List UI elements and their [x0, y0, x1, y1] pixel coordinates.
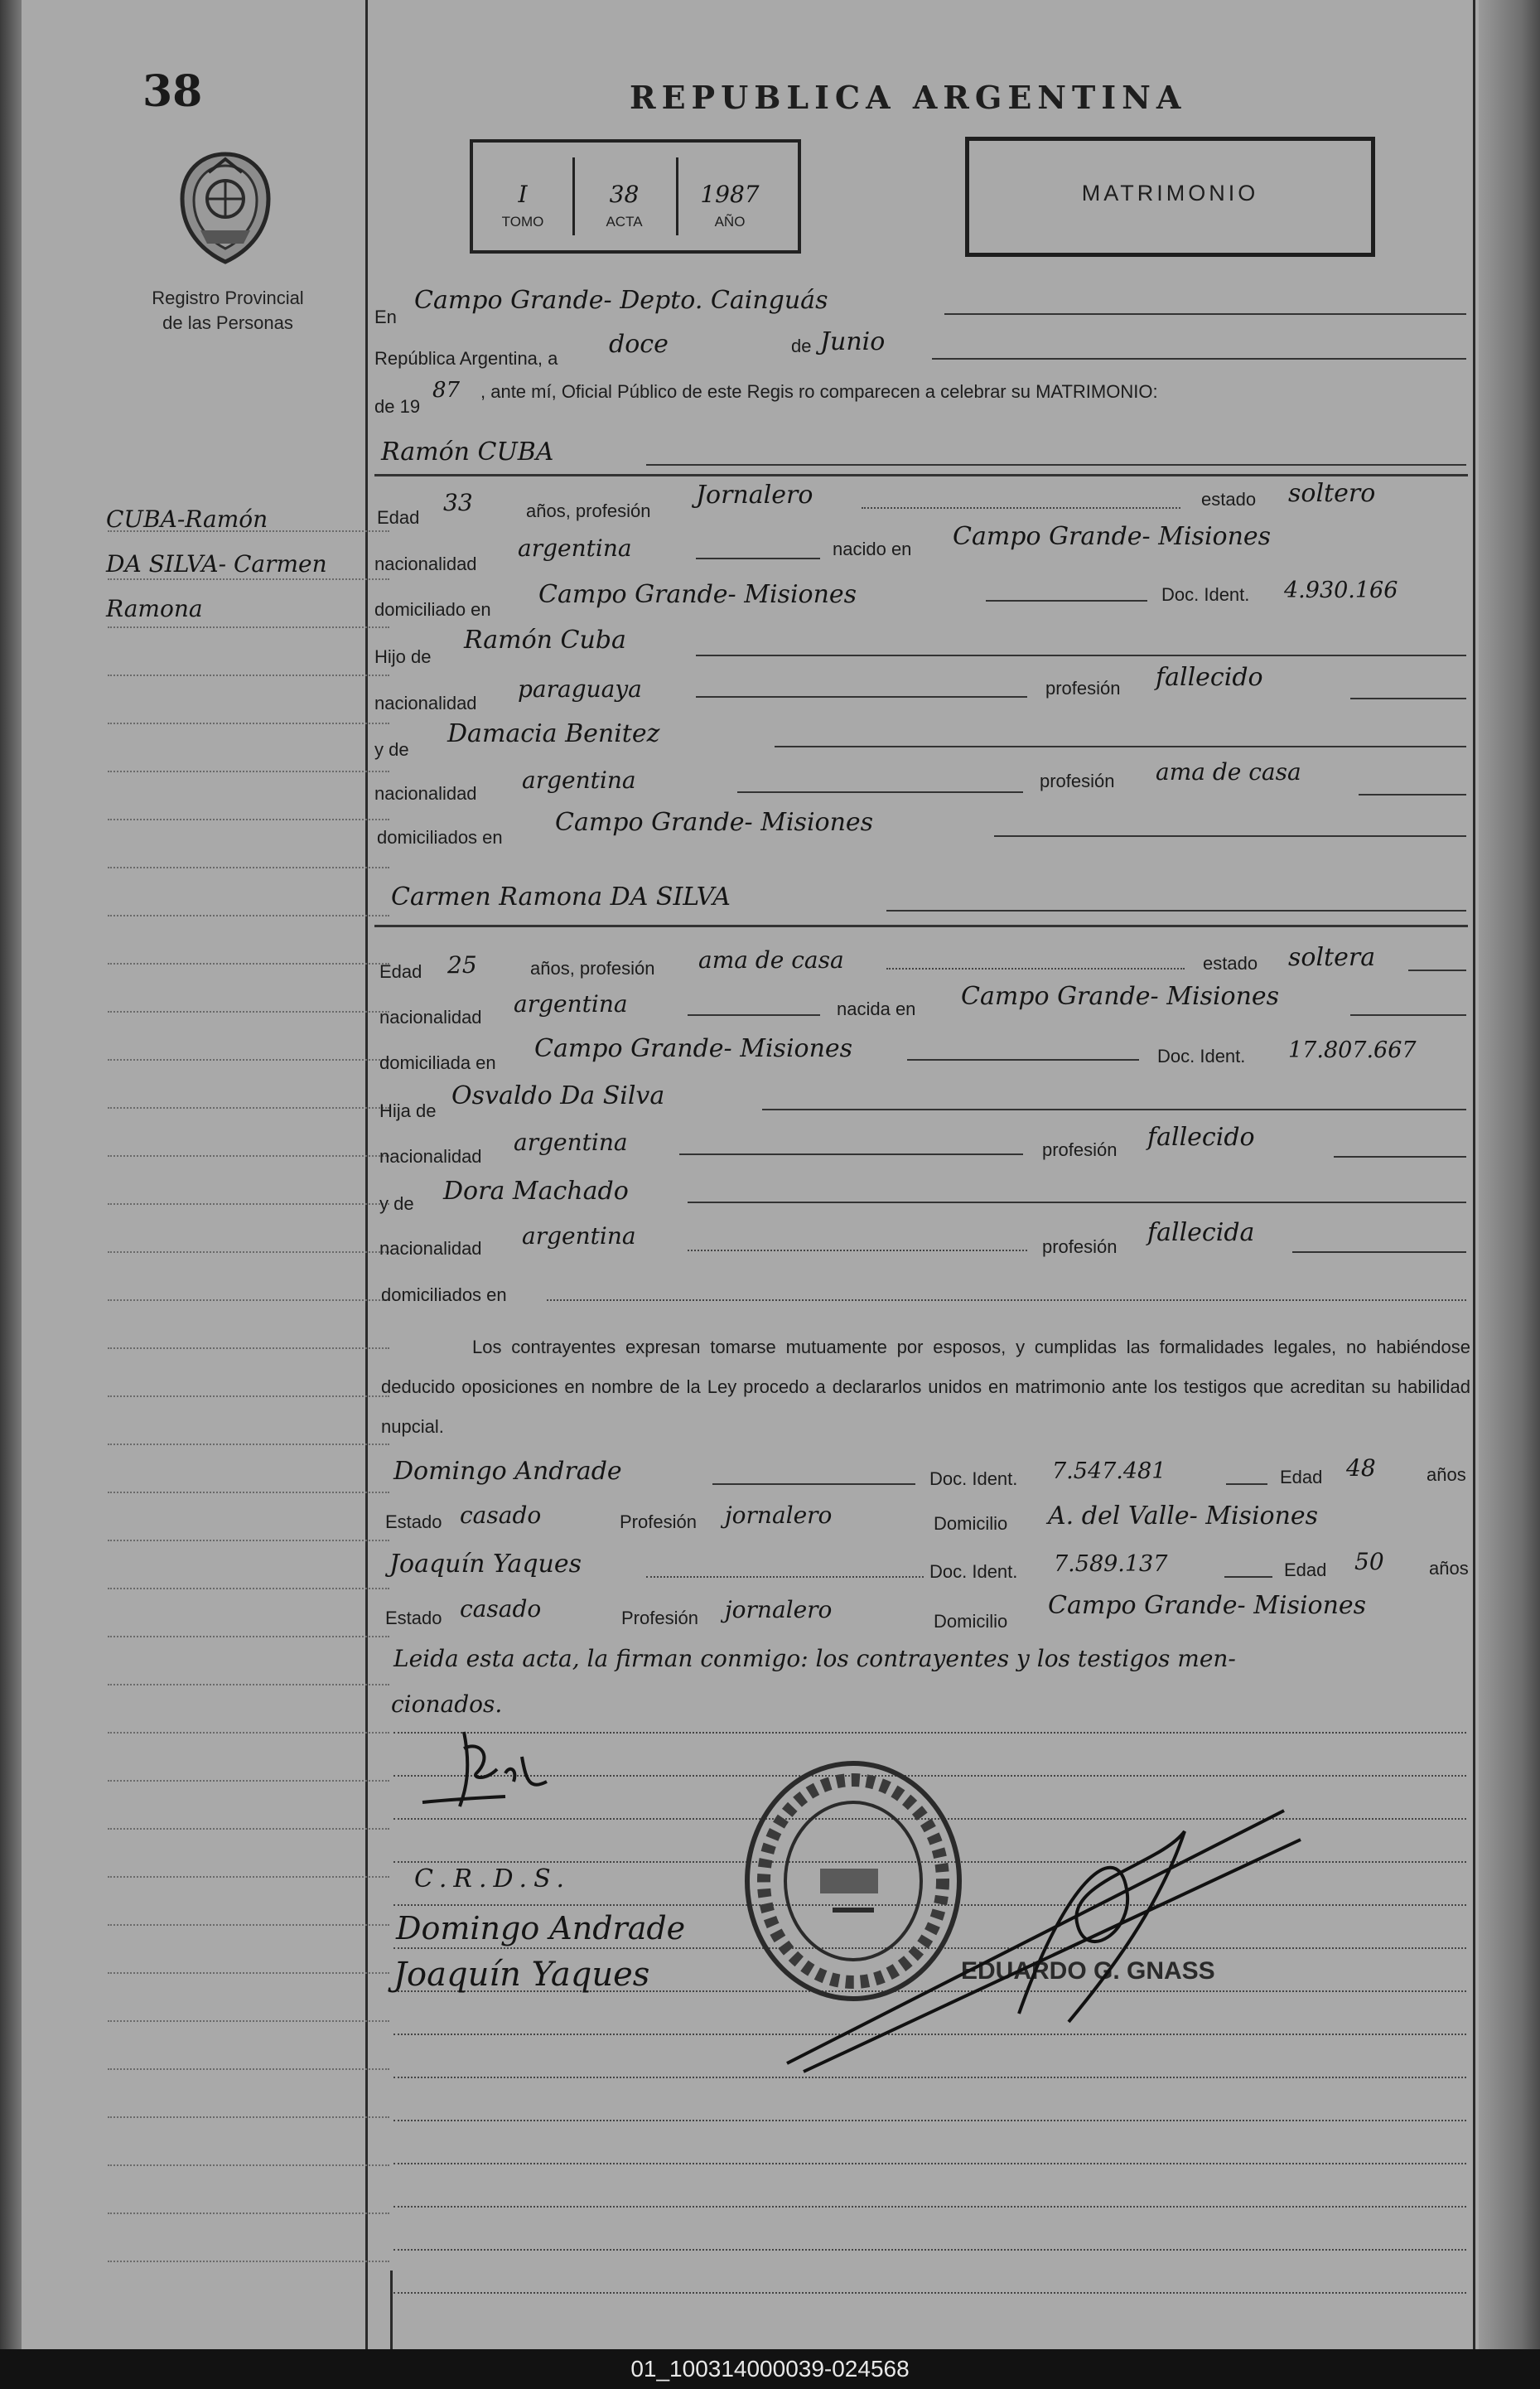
- fill-line: [775, 746, 1466, 747]
- section-box: [965, 137, 1375, 257]
- left-column-border-bottom: [390, 2271, 393, 2349]
- signature-ruled-line: [393, 2120, 1466, 2121]
- margin-ruled-line: [108, 1732, 389, 1734]
- groom-father-nationality: paraguaya: [518, 675, 642, 703]
- margin-ruled-line: [108, 578, 389, 580]
- margin-ruled-line: [108, 530, 389, 532]
- fill-line: [1350, 698, 1466, 699]
- groom-mother-nationality: argentina: [522, 767, 636, 794]
- intro-place: Campo Grande- Depto. Cainguás: [414, 286, 828, 315]
- registry-line2: de las Personas: [162, 312, 293, 333]
- margin-ruled-line: [108, 1492, 389, 1493]
- witness2-edad-label: Edad: [1284, 1560, 1327, 1580]
- fill-line: [688, 1014, 820, 1016]
- groom-nac-label: nacionalidad: [374, 554, 477, 574]
- groom-hijo-label: Hijo de: [374, 646, 432, 667]
- anio-value: 1987: [700, 181, 760, 208]
- bride-mother-prof-label: profesión: [1042, 1236, 1118, 1257]
- fill-line: [737, 791, 1023, 793]
- margin-ruled-line: [108, 1828, 389, 1830]
- fill-line: [1226, 1483, 1267, 1485]
- bride-age: 25: [447, 951, 477, 979]
- fill-line: [986, 600, 1147, 602]
- official-stamp-text: EDUARDO G. GNASS: [961, 1957, 1215, 1985]
- groom-age: 33: [443, 489, 473, 516]
- groom-name: Ramón CUBA: [381, 438, 554, 467]
- bride-father-nac-label: nacionalidad: [379, 1146, 482, 1167]
- witness1-doc-label: Doc. Ident.: [929, 1468, 1018, 1489]
- fill-line: [679, 1153, 1023, 1155]
- witness1-domicile: A. del Valle- Misiones: [1048, 1502, 1319, 1531]
- right-column-border: [1473, 0, 1475, 2349]
- fill-line: [696, 558, 820, 559]
- margin-ruled-line: [108, 771, 389, 772]
- bride-doc: 17.807.667: [1288, 1037, 1417, 1063]
- groom-mother-profession: ama de casa: [1156, 758, 1301, 786]
- witness1-name: Domingo Andrade: [393, 1457, 622, 1486]
- margin-ruled-line: [108, 819, 389, 820]
- signature-ruled-line: [393, 2249, 1466, 2251]
- margin-ruled-line: [108, 1155, 389, 1157]
- margin-ruled-line: [108, 626, 389, 628]
- margin-ruled-line: [108, 2020, 389, 2022]
- groom-mother-nac-label: nacionalidad: [374, 783, 477, 804]
- margin-ruled-line: [108, 1395, 389, 1397]
- fill-line: [762, 1109, 1466, 1110]
- groom-father-prof-label: profesión: [1045, 678, 1121, 699]
- witness1-anios-label: años: [1427, 1464, 1466, 1485]
- margin-ruled-line: [108, 2212, 389, 2214]
- fill-line: [944, 313, 1466, 315]
- margin-ruled-line: [108, 1540, 389, 1541]
- bride-edad-label: Edad: [379, 961, 422, 982]
- acta-label: ACTA: [606, 214, 643, 230]
- groom-yde-label: y de: [374, 739, 409, 760]
- bride-parents-dom-label: domiciliados en: [381, 1284, 507, 1305]
- groom-edad-label: Edad: [377, 507, 420, 528]
- anio-label: AÑO: [714, 214, 746, 230]
- margin-ruled-line: [108, 867, 389, 868]
- closing-line1: Leida esta acta, la firman conmigo: los contrayentes y los testigos men-: [393, 1645, 1236, 1672]
- witness2-anios-label: años: [1429, 1558, 1469, 1579]
- fill-line: [994, 835, 1466, 837]
- margin-ruled-line: [108, 2068, 389, 2070]
- witness1-age: 48: [1346, 1454, 1376, 1482]
- bride-separator: [374, 925, 1468, 927]
- tomo-cell: [473, 157, 575, 235]
- groom-father-profession: fallecido: [1156, 663, 1263, 692]
- bride-doc-label: Doc. Ident.: [1157, 1046, 1246, 1066]
- legal-paragraph: Los contrayentes expresan tomarse mutuamente por esposos, y cumplidas las formalidades legales, no habiéndose deducido oposiciones en nombre de la Ley procedo a declararlos unidos en matrimonio ante los testigos que acreditan su habilidad nupcial.: [381, 1337, 1470, 1437]
- margin-ruled-line: [108, 1011, 389, 1013]
- fill-line: [688, 1250, 1027, 1251]
- groom-separator: [374, 474, 1468, 476]
- registry-name: [124, 286, 331, 336]
- fill-line: [886, 968, 1185, 970]
- fill-line: [1334, 1156, 1466, 1158]
- witness2-estado: casado: [460, 1595, 542, 1622]
- margin-ruled-line: [108, 1059, 389, 1061]
- bride-nac-label: nacionalidad: [379, 1007, 482, 1028]
- bride-father-profession: fallecido: [1147, 1123, 1255, 1152]
- fill-line: [862, 507, 1180, 509]
- intro-day: doce: [609, 330, 669, 359]
- witness2-doc: 7.589.137: [1054, 1551, 1168, 1577]
- witness2-doc-label: Doc. Ident.: [929, 1561, 1018, 1582]
- margin-ruled-line: [108, 2164, 389, 2166]
- signature-initials: C.R.D.S.: [414, 1864, 572, 1893]
- margin-ruled-line: [108, 1924, 389, 1926]
- margin-ruled-line: [108, 1299, 389, 1301]
- margin-ruled-line: [108, 915, 389, 916]
- anio-cell: [676, 157, 784, 235]
- witness1-profession: jornalero: [725, 1502, 833, 1529]
- margin-ruled-line: [108, 1876, 389, 1878]
- margin-note-line1: CUBA-Ramón: [106, 505, 268, 533]
- witness1-prof-label: Profesión: [620, 1511, 697, 1532]
- margin-ruled-line: [108, 1203, 389, 1205]
- witness1-edad-label: Edad: [1280, 1467, 1323, 1487]
- signature-ruled-line: [393, 2163, 1466, 2164]
- fill-line: [712, 1483, 915, 1485]
- groom-parents-domicile: Campo Grande- Misiones: [555, 808, 874, 837]
- margin-ruled-line: [108, 1444, 389, 1445]
- margin-ruled-line: [108, 1251, 389, 1253]
- intro-month: Junio: [820, 327, 886, 356]
- witness2-profession: jornalero: [725, 1596, 833, 1623]
- margin-note-line3: Ramona: [106, 595, 203, 622]
- bride-father-prof-label: profesión: [1042, 1139, 1118, 1160]
- page-edge: [1479, 0, 1540, 2349]
- bride-mother-nationality: argentina: [522, 1222, 636, 1250]
- acta-value: 38: [609, 181, 640, 208]
- registry-line1: Registro Provincial: [152, 288, 304, 308]
- groom-birthplace: Campo Grande- Misiones: [953, 522, 1272, 551]
- official-signature: [770, 1806, 1334, 2080]
- groom-father: Ramón Cuba: [464, 626, 626, 655]
- witness1-estado-label: Estado: [385, 1511, 442, 1532]
- fill-line: [1292, 1251, 1466, 1253]
- margin-note: [106, 497, 327, 631]
- witness2-age: 50: [1354, 1548, 1384, 1575]
- groom-signature: [414, 1724, 588, 1831]
- groom-doc-label: Doc. Ident.: [1161, 584, 1250, 605]
- groom-domicile: Campo Grande- Misiones: [538, 580, 857, 609]
- acta-cell: [572, 157, 678, 235]
- fill-line: [1350, 1014, 1466, 1016]
- bride-birthplace: Campo Grande- Misiones: [961, 982, 1280, 1011]
- bride-name: Carmen Ramona DA SILVA: [391, 883, 731, 912]
- bride-estado: soltera: [1288, 943, 1376, 972]
- groom-doc: 4.930.166: [1284, 578, 1398, 603]
- tomo-label: TOMO: [501, 214, 544, 230]
- intro-year-prefix: de 19: [374, 396, 421, 417]
- bride-domicile: Campo Grande- Misiones: [534, 1034, 853, 1063]
- groom-profession: Jornalero: [696, 481, 813, 510]
- margin-ruled-line: [108, 1780, 389, 1782]
- book-spine: [0, 0, 22, 2349]
- margin-ruled-line: [108, 2261, 389, 2262]
- groom-estado: soltero: [1288, 479, 1376, 508]
- signature-witness1: Domingo Andrade: [396, 1910, 686, 1947]
- groom-father-nac-label: nacionalidad: [374, 693, 477, 713]
- acta-reference-box: [470, 139, 801, 254]
- fill-line: [696, 696, 1027, 698]
- intro-republic-label: República Argentina, a: [374, 348, 558, 369]
- fill-line: [1359, 794, 1466, 796]
- margin-ruled-line: [108, 2116, 389, 2118]
- witness2-estado-label: Estado: [385, 1608, 442, 1628]
- groom-estado-label: estado: [1201, 489, 1257, 510]
- bride-nationality: argentina: [514, 990, 628, 1018]
- intro-de-label: de: [791, 336, 812, 356]
- closing-line2: cionados.: [391, 1690, 503, 1718]
- witness1-dom-label: Domicilio: [934, 1513, 1008, 1534]
- signature-witness2: Joaquín Yaques: [393, 1956, 650, 1994]
- bride-mother-nac-label: nacionalidad: [379, 1238, 482, 1259]
- fill-line: [907, 1059, 1139, 1061]
- groom-mother: Damacia Benitez: [447, 719, 660, 748]
- witness1-doc: 7.547.481: [1052, 1458, 1166, 1484]
- fill-line: [1224, 1576, 1272, 1578]
- groom-mother-prof-label: profesión: [1040, 771, 1115, 791]
- groom-anios-label: años, profesión: [526, 501, 651, 521]
- margin-ruled-line: [108, 723, 389, 724]
- margin-ruled-line: [108, 1972, 389, 1974]
- coat-of-arms-seal: [176, 147, 275, 268]
- margin-ruled-line: [108, 1347, 389, 1349]
- fill-line: [547, 1299, 1466, 1301]
- fill-line: [886, 910, 1466, 912]
- fill-line: [1408, 970, 1466, 971]
- intro-statement: , ante mí, Oficial Público de este Regis ro comparecen a celebrar su MATRIMONIO:: [480, 381, 1158, 402]
- fill-line: [688, 1202, 1466, 1203]
- margin-ruled-line: [108, 675, 389, 676]
- margin-ruled-line: [108, 1588, 389, 1589]
- tomo-value: I: [518, 181, 528, 208]
- bride-dom-label: domiciliada en: [379, 1052, 496, 1073]
- bride-father: Osvaldo Da Silva: [451, 1081, 665, 1110]
- margin-ruled-line: [108, 963, 389, 965]
- bride-estado-label: estado: [1203, 953, 1258, 974]
- witness2-name: Joaquín Yaques: [389, 1550, 582, 1579]
- witness2-dom-label: Domicilio: [934, 1611, 1008, 1632]
- margin-ruled-line: [108, 1684, 389, 1685]
- bride-mother: Dora Machado: [443, 1177, 629, 1206]
- image-id-footer: 01_100314000039-024568: [0, 2349, 1540, 2389]
- bride-yde-label: y de: [379, 1193, 414, 1214]
- bride-father-nationality: argentina: [514, 1129, 628, 1156]
- groom-dom-label: domiciliado en: [374, 599, 491, 620]
- left-column-border: [365, 0, 368, 2349]
- witness2-domicile: Campo Grande- Misiones: [1048, 1591, 1367, 1620]
- fill-line: [932, 358, 1466, 360]
- bride-anios-label: años, profesión: [530, 958, 655, 979]
- witness2-prof-label: Profesión: [621, 1608, 698, 1628]
- signature-ruled-line: [393, 2292, 1466, 2294]
- fill-line: [646, 1576, 924, 1578]
- page-number: 38: [142, 66, 203, 117]
- section-label: MATRIMONIO: [1081, 181, 1259, 206]
- margin-note-line2: DA SILVA- Carmen: [106, 550, 327, 578]
- fill-line: [646, 464, 1466, 466]
- groom-parents-dom-label: domiciliados en: [377, 827, 503, 848]
- witness1-estado: casado: [460, 1502, 542, 1529]
- intro-en-label: En: [374, 307, 397, 327]
- groom-nacido-label: nacido en: [833, 539, 912, 559]
- bride-mother-profession: fallecida: [1147, 1218, 1255, 1247]
- groom-nationality: argentina: [518, 534, 632, 562]
- signature-ruled-line: [393, 2206, 1466, 2208]
- margin-ruled-line: [108, 1636, 389, 1637]
- bride-hija-label: Hija de: [379, 1100, 437, 1121]
- intro-year-suffix: 87: [432, 378, 461, 403]
- page-title: REPUBLICA ARGENTINA: [630, 79, 1187, 116]
- fill-line: [696, 655, 1466, 656]
- bride-nacida-label: nacida en: [837, 999, 916, 1019]
- margin-ruled-line: [108, 1107, 389, 1109]
- bride-profession: ama de casa: [698, 946, 844, 974]
